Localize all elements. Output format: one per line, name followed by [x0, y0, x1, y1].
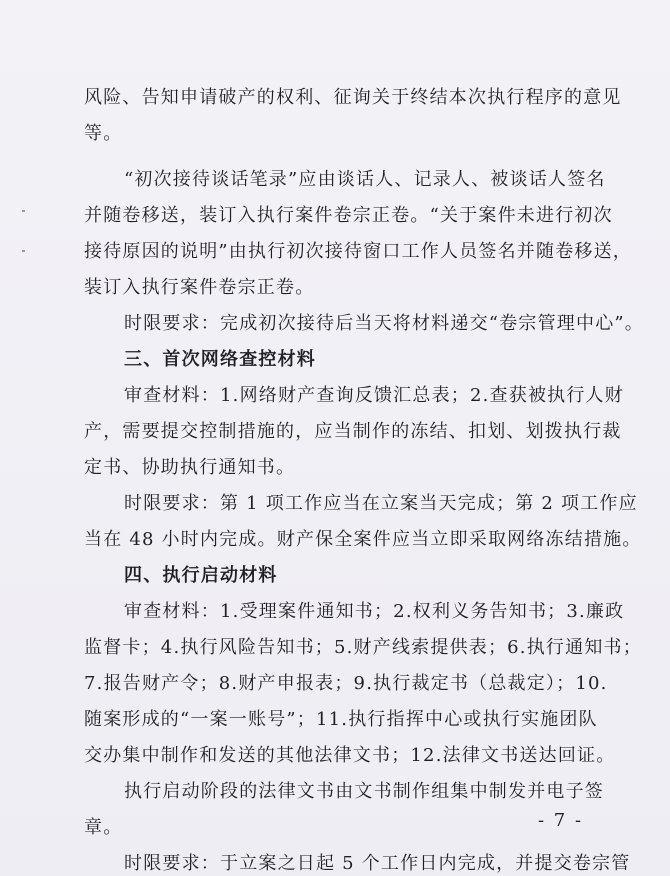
section-heading: 四、执行启动材料 [124, 565, 278, 586]
paragraph-line: 执行启动阶段的法律文书由文书制作组集中制发并电子签 [124, 781, 604, 802]
text-line: 章。 [84, 817, 123, 838]
scan-mark [22, 250, 25, 252]
text-line: 并随卷移送，装订入执行案件卷宗正卷。“关于案件未进行初次 [84, 205, 613, 226]
paragraph-line: 审查材料：1.网络财产查询反馈汇总表；2.查获被执行人财 [124, 385, 624, 406]
paragraph-line: 时限要求：完成初次接待后当天将材料递交“卷宗管理中心”。 [124, 313, 645, 334]
text-line: 装订入执行案件卷宗正卷。 [84, 277, 315, 298]
text-line: 定书、协助执行通知书。 [84, 457, 296, 478]
paragraph-line: 审查材料：1.受理案件通知书；2.权利义务告知书；3.廉政 [124, 601, 625, 622]
text-line: 7.报告财产令；8.财产申报表；9.执行裁定书（总裁定）；10. [84, 673, 608, 694]
page-number: - 7 - [538, 810, 584, 831]
text-line: 等。 [84, 123, 123, 144]
text-line: 交办集中制作和发送的其他法律文书；12.法律文书送达回证。 [84, 745, 616, 766]
text-line: 随案形成的“一案一账号”；11.执行指挥中心或执行实施团队 [84, 709, 598, 730]
scan-mark [22, 210, 25, 212]
section-heading: 三、首次网络查控材料 [124, 349, 316, 370]
text-line: 接待原因的说明”由执行初次接待窗口工作人员签名并随卷移送， [84, 241, 632, 262]
paragraph-line: “初次接待谈话笔录”应由谈话人、记录人、被谈话人签名 [124, 169, 606, 190]
paragraph-line: 时限要求：于立案之日起 5 个工作日内完成，并提交卷宗管 [124, 853, 631, 874]
text-line: 当在 48 小时内完成。财产保全案件应当立即采取网络冻结措施。 [84, 529, 642, 550]
paragraph-line: 时限要求：第 1 项工作应当在立案当天完成；第 2 项工作应 [124, 493, 638, 514]
text-line: 监督卡；4.执行风险告知书；5.财产线索提供表；6.执行通知书； [84, 637, 642, 658]
text-line: 风险、告知申请破产的权利、征询关于终结本次执行程序的意见 [84, 87, 622, 108]
text-line: 产，需要提交控制措施的，应当制作的冻结、扣划、划拨执行裁 [84, 421, 622, 442]
